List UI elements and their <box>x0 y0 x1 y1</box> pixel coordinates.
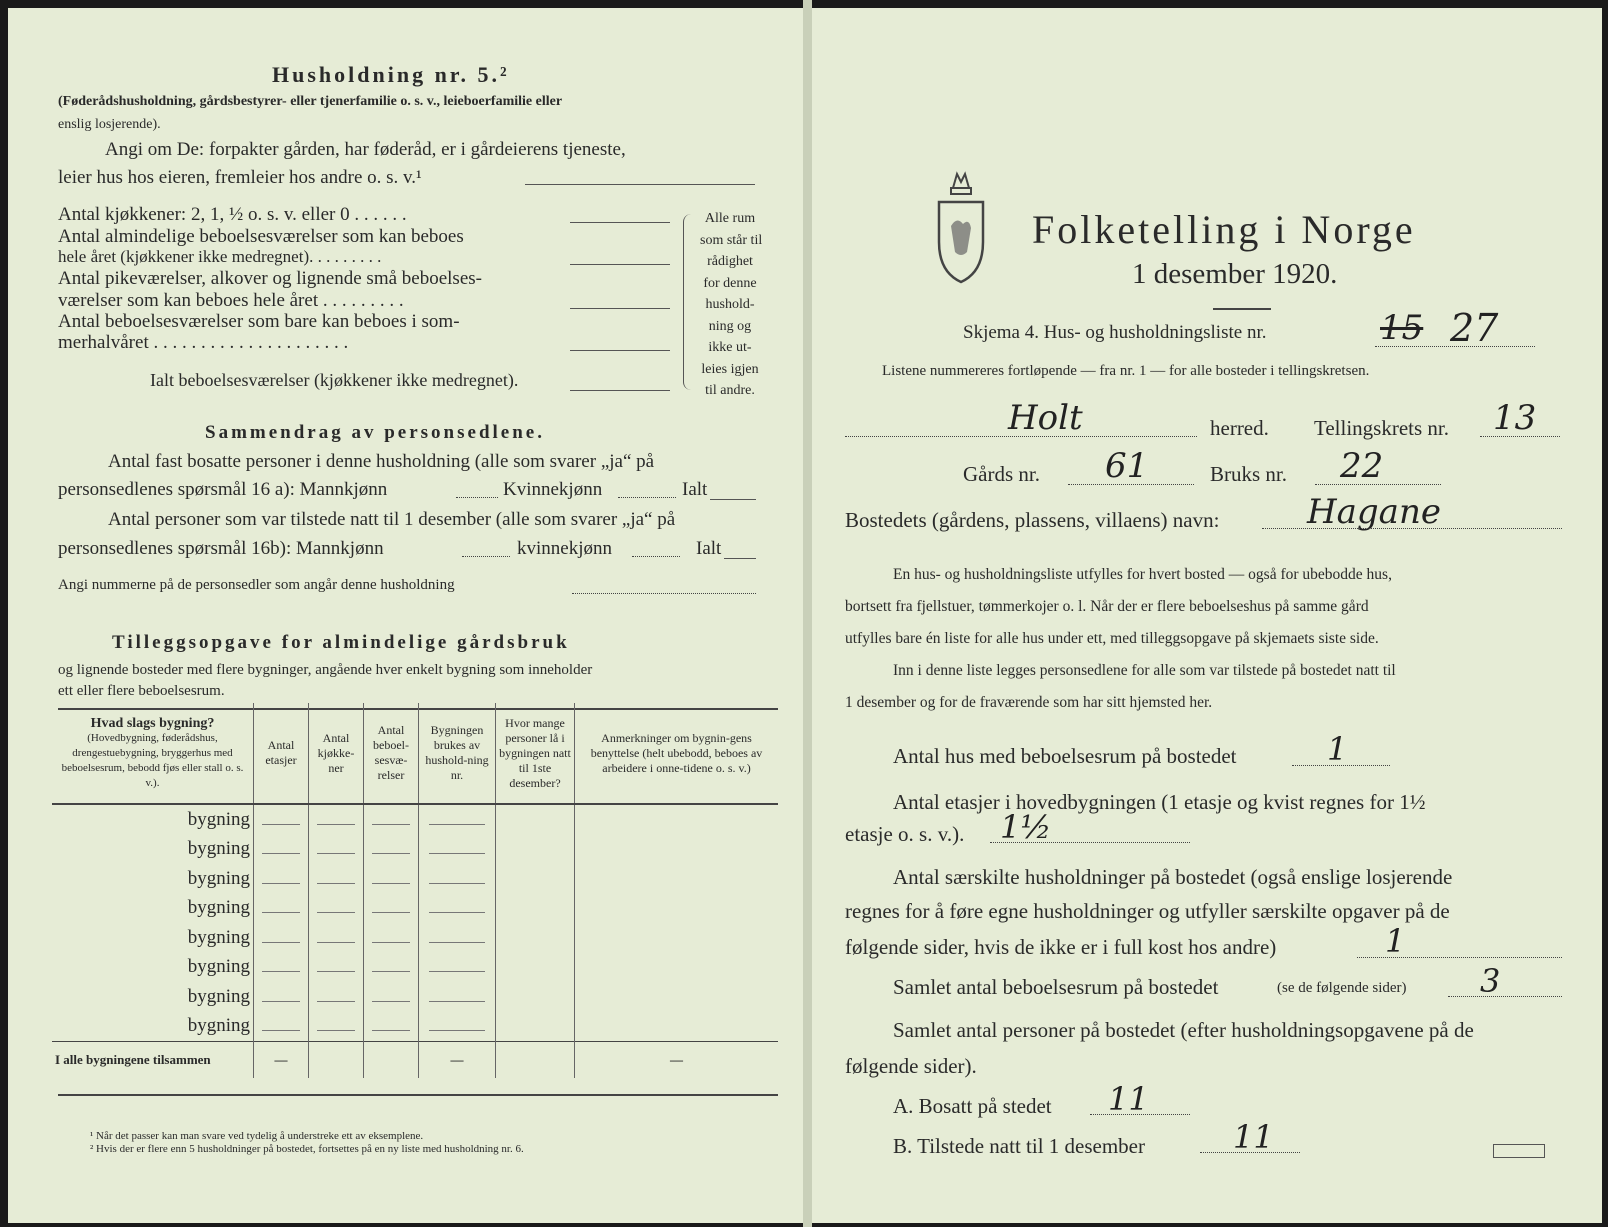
skjema-nr-line <box>1375 346 1535 347</box>
side-note-6: ning og <box>708 318 752 334</box>
v-hus: 1 <box>1327 730 1348 768</box>
q-husholdn-3: følgende sider, hvis de ikke er i full kost hos andre) <box>845 935 1277 959</box>
tillegg-title: Tilleggsopgave for almindelige gårdsbruk <box>112 632 570 653</box>
v-husholdn: 1 <box>1385 922 1406 960</box>
summary-title: Sammendrag av personsedlene. <box>205 422 545 443</box>
q-etasjer-2: etasje o. s. v.). <box>845 822 965 846</box>
col-building-type: Hvad slags bygning? (Hovedbygning, føderådshus, drengestuebygning, bryggerhus med beboelsesrum, bebodd fjøs eller stall o. s. v.). <box>52 703 254 804</box>
table-bottom-rule <box>58 1094 778 1096</box>
v-rum: 3 <box>1480 962 1501 1000</box>
rooms-kitchens: Antal kjøkkener: 2, 1, ½ o. s. v. eller 0 . . . . . . <box>58 204 407 225</box>
hus-line <box>1292 765 1390 766</box>
col-etasjer: Antal etasjer <box>254 703 309 804</box>
a-bosatt-line <box>1090 1114 1190 1115</box>
bruks-value: 22 <box>1340 446 1384 486</box>
angi-answer-line <box>525 184 755 185</box>
table-row <box>52 1012 778 1042</box>
summary-kvinne-2: kvinnekjønn <box>517 538 612 559</box>
row-label: bygning <box>187 956 250 978</box>
herred-label: herred. <box>1210 416 1269 440</box>
summary-mann-line-1 <box>456 497 498 498</box>
total-etasjer: — <box>254 1042 309 1079</box>
rooms-line-2: Antal almindelige beboelsesværelser som kan beboes <box>58 226 464 247</box>
row-label: bygning <box>187 808 250 830</box>
listene-note: Listene nummereres fortløpende — fra nr. 1 — for alle bosteder i tellingskretsen. <box>882 363 1370 379</box>
q-rum: Samlet antal beboelsesrum på bostedet <box>893 975 1219 999</box>
row-label: bygning <box>187 926 250 948</box>
col-husholdning-nr: Bygningen brukes av hushold-ning nr. <box>419 703 496 804</box>
angi-line-2: leier hus hos eieren, fremleier hos andre o. s. v.¹ <box>58 167 422 188</box>
skjema-struck-nr: 15 <box>1380 308 1424 348</box>
row-label: bygning <box>187 867 250 889</box>
q-personer-1: Samlet antal personer på bostedet (efter husholdningsopgavene på de <box>893 1018 1474 1042</box>
total-anmerkninger: — <box>575 1042 779 1079</box>
rooms-line-3: hele året (kjøkkener ikke medregnet). . . . . . . . . <box>58 247 382 266</box>
rooms-answer-line-4 <box>570 350 670 351</box>
row-label: bygning <box>187 838 250 860</box>
etasjer-line <box>990 842 1190 843</box>
table-row <box>52 923 778 953</box>
bruks-label: Bruks nr. <box>1210 462 1288 486</box>
table-row <box>52 982 778 1012</box>
instr-line-2: bortsett fra fjellstuer, tømmerkojer o. l. Når der er flere beboelseshus på samme gård <box>845 598 1369 615</box>
q-husholdn-2: regnes for å føre egne husholdninger og utfyller særskilte opgaver på de <box>845 899 1450 923</box>
census-date: 1 desember 1920. <box>1132 258 1338 290</box>
herred-value: Holt <box>1008 398 1083 438</box>
side-note-5: hushold- <box>705 297 755 312</box>
side-note-2: som står til <box>700 232 763 248</box>
b-tilstede-label: B. Tilstede natt til 1 desember <box>893 1134 1145 1158</box>
total-label: I alle bygningene tilsammen <box>52 1042 254 1079</box>
tillegg-intro-1: og lignende bosteder med flere bygninger, angående hver enkelt bygning som inneholder <box>58 662 593 678</box>
tellingskrets-line <box>1480 436 1560 437</box>
skjema-label: Skjema 4. Hus- og husholdningsliste nr. <box>963 322 1267 343</box>
husholdn-line <box>1357 957 1562 958</box>
intro-line-2: enslig losjerende). <box>58 117 161 132</box>
col-anmerkninger: Anmerkninger om bygnin-gens benyttelse (helt ubebodd, beboes av arbeidere i onne-tidene o. s. v.) <box>575 703 779 804</box>
side-note-9: til andre. <box>705 383 755 398</box>
bosted-line <box>1262 528 1562 529</box>
side-note-8: leies igjen <box>701 361 759 377</box>
instr-line-1: En hus- og husholdningsliste utfylles for hvert bosted — også for ubebodde hus, <box>893 566 1392 583</box>
table-row <box>52 953 778 983</box>
summary-line-2: personsedlenes spørsmål 16 a): Mannkjønn <box>58 479 388 500</box>
col-personer: Hvor mange personer lå i bygningen natt til 1ste desember? <box>496 703 575 804</box>
rooms-line-7: merhalvåret . . . . . . . . . . . . . . . . . . . . . <box>58 332 349 353</box>
total-husholdning: — <box>419 1042 496 1079</box>
herred-line <box>845 436 1197 437</box>
summary-ialt-line-1 <box>710 499 756 500</box>
summary-ialt-line-2 <box>724 558 756 559</box>
rum-line <box>1448 996 1562 997</box>
coat-of-arms-icon <box>935 168 987 286</box>
row-label: bygning <box>187 985 250 1007</box>
rooms-line-5: værelser som kan beboes hele året . . . . . . . . . <box>58 290 404 311</box>
tellingskrets-label: Tellingskrets nr. <box>1314 416 1450 440</box>
row-label: bygning <box>187 1015 250 1037</box>
summary-ialt-2: Ialt <box>696 538 722 559</box>
rooms-answer-line-2 <box>570 264 670 265</box>
table-total-row <box>52 1042 778 1079</box>
col-beboelsesvaerelser: Antal beboel-sesvæ-relser <box>364 703 419 804</box>
ialt-rooms-line <box>570 390 670 391</box>
summary-line-1: Antal fast bosatte personer i denne husholdning (alle som svarer „ja“ på <box>108 451 655 472</box>
bosted-value: Hagane <box>1307 492 1441 532</box>
side-note-1: Alle rum <box>704 211 756 226</box>
skjema-nr: 27 <box>1450 306 1499 350</box>
instr-line-3: utfylles bare én liste for alle hus under ett, med tilleggsopgave på skjemaets siste side. <box>845 630 1379 647</box>
printer-stamp <box>1493 1144 1545 1158</box>
q-personer-2: følgende sider). <box>845 1054 977 1078</box>
side-note-3: rådighet <box>707 254 753 269</box>
q-rum-small: (se de følgende sider) <box>1277 980 1407 996</box>
rooms-answer-line-1 <box>570 222 670 223</box>
gards-value: 61 <box>1105 446 1149 486</box>
ialt-rooms: Ialt beboelsesværelser (kjøkkener ikke medregnet). <box>150 370 519 390</box>
side-note-4: for denne <box>703 275 757 291</box>
b-tilstede-line <box>1200 1152 1300 1153</box>
col-kjokkener: Antal kjøkke-ner <box>309 703 364 804</box>
q-husholdn-1: Antal særskilte husholdninger på bostedet (også enslige losjerende <box>893 865 1453 889</box>
summary-mann-line-2 <box>462 556 510 557</box>
a-bosatt-label: A. Bosatt på stedet <box>893 1094 1052 1118</box>
intro-line-1: (Føderådshusholdning, gårdsbestyrer- eller tjenerfamilie o. s. v., leieboerfamilie eller <box>58 94 563 109</box>
angi-line-1: Angi om De: forpakter gården, har føderåd, er i gårdeierens tjeneste, <box>105 139 626 160</box>
page-seam <box>803 0 812 1227</box>
census-title: Folketelling i Norge <box>1032 207 1416 252</box>
gards-line <box>1068 484 1194 485</box>
building-table <box>52 703 778 1078</box>
tillegg-intro-2: ett eller flere beboelsesrum. <box>58 683 225 699</box>
rooms-line-6: Antal beboelsesværelser som bare kan beboes i som- <box>58 311 460 332</box>
a-bosatt-value: 11 <box>1108 1080 1149 1118</box>
v-etasjer: 1½ <box>1000 808 1052 846</box>
summary-numbers-line <box>572 593 756 594</box>
footnote-2: ² Hvis der er flere enn 5 husholdninger på bostedet, fortsettes på en ny liste med husholdning nr. 6. <box>90 1143 524 1155</box>
summary-kvinne-1: Kvinnekjønn <box>503 479 603 500</box>
summary-ialt-1: Ialt <box>682 479 708 500</box>
b-tilstede-value: 11 <box>1233 1118 1274 1156</box>
row-label: bygning <box>187 897 250 919</box>
summary-kvinne-line-2 <box>632 556 680 557</box>
instr-line-4: Inn i denne liste legges personsedlene for alle som var tilstede på bostedet natt til <box>893 662 1396 679</box>
household-title: Husholdning nr. 5.² <box>272 62 510 87</box>
rooms-brace <box>683 214 696 390</box>
bosted-label: Bostedets (gårdens, plassens, villaens) navn: <box>845 508 1220 532</box>
instr-line-5: 1 desember og for de fraværende som har sitt hjemsted her. <box>845 694 1213 711</box>
table-row <box>52 894 778 924</box>
summary-kvinne-line-1 <box>618 497 676 498</box>
rooms-answer-line-3 <box>570 308 670 309</box>
tellingskrets-value: 13 <box>1493 398 1537 438</box>
gards-label: Gårds nr. <box>963 462 1040 486</box>
table-row <box>52 804 778 835</box>
summary-line-5: personsedlenes spørsmål 16b): Mannkjønn <box>58 538 384 559</box>
table-row <box>52 835 778 865</box>
title-rule <box>1213 308 1271 310</box>
summary-numbers: Angi nummerne på de personsedler som angår denne husholdning <box>58 577 455 593</box>
side-note-7: ikke ut- <box>708 340 752 355</box>
rooms-line-4: Antal pikeværelser, alkover og lignende små beboelses- <box>58 268 482 289</box>
summary-line-4: Antal personer som var tilstede natt til 1 desember (alle som svarer „ja“ på <box>108 509 676 530</box>
q-hus: Antal hus med beboelsesrum på bostedet <box>893 744 1237 768</box>
footnote-1: ¹ Når det passer kan man svare ved tydelig å understreke ett av eksemplene. <box>90 1130 424 1142</box>
table-row <box>52 864 778 894</box>
q-etasjer-1: Antal etasjer i hovedbygningen (1 etasje og kvist regnes for 1½ <box>893 790 1426 814</box>
bruks-line <box>1315 484 1441 485</box>
